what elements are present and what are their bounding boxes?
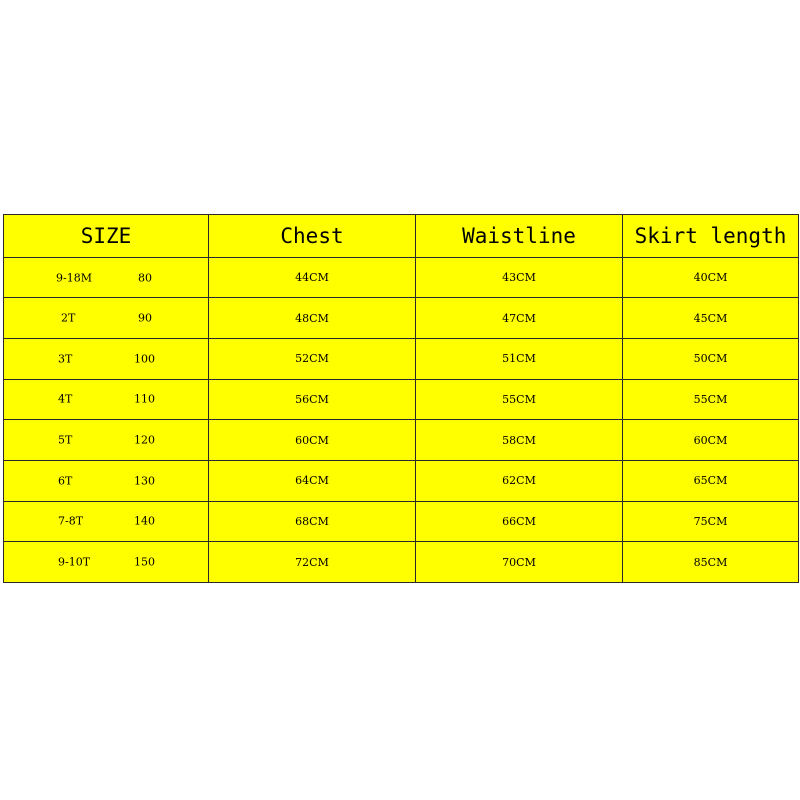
table-row: [4, 339, 799, 380]
skirt-value: 60CM: [623, 420, 799, 461]
size-label: 4T: [58, 392, 73, 406]
table-row: [4, 460, 799, 501]
chest-value: 60CM: [209, 420, 416, 461]
waist-value: 43CM: [416, 257, 623, 298]
skirt-value: 85CM: [623, 542, 799, 583]
waist-value: 51CM: [416, 339, 623, 380]
size-cell: [4, 460, 209, 501]
size-cell: [4, 420, 209, 461]
skirt-value: 65CM: [623, 460, 799, 501]
chest-value: 72CM: [209, 542, 416, 583]
size-label: 6T: [58, 474, 73, 488]
table-row: [4, 257, 799, 298]
height-value: 120: [134, 433, 155, 447]
size-chart-table: [3, 214, 799, 583]
skirt-value: 45CM: [623, 298, 799, 339]
header-chest: Chest: [209, 215, 416, 258]
chest-value: 64CM: [209, 460, 416, 501]
chest-value: 56CM: [209, 379, 416, 420]
skirt-value: 50CM: [623, 339, 799, 380]
skirt-value: 55CM: [623, 379, 799, 420]
height-value: 150: [134, 555, 155, 569]
chest-value: 68CM: [209, 501, 416, 542]
size-label: 9-18M: [56, 271, 92, 285]
size-cell: [4, 257, 209, 298]
waist-value: 55CM: [416, 379, 623, 420]
size-cell: [4, 501, 209, 542]
table-row: [4, 542, 799, 583]
table-row: [4, 420, 799, 461]
chest-value: 44CM: [209, 257, 416, 298]
header-row: [4, 215, 799, 258]
table-row: [4, 379, 799, 420]
size-cell: [4, 339, 209, 380]
waist-value: 70CM: [416, 542, 623, 583]
size-cell: [4, 298, 209, 339]
size-label: 9-10T: [58, 555, 91, 569]
size-label: 2T: [61, 311, 76, 325]
height-value: 140: [134, 514, 155, 528]
height-value: 80: [138, 271, 152, 285]
height-value: 110: [134, 392, 155, 406]
height-value: 100: [134, 352, 155, 366]
chest-value: 52CM: [209, 339, 416, 380]
waist-value: 62CM: [416, 460, 623, 501]
size-label: 7-8T: [58, 514, 84, 528]
waist-value: 47CM: [416, 298, 623, 339]
header-skirt-length: Skirt length: [623, 215, 799, 258]
size-cell: [4, 542, 209, 583]
waist-value: 66CM: [416, 501, 623, 542]
header-waistline: Waistline: [416, 215, 623, 258]
height-value: 90: [138, 311, 152, 325]
table-row: [4, 298, 799, 339]
waist-value: 58CM: [416, 420, 623, 461]
skirt-value: 40CM: [623, 257, 799, 298]
size-label: 5T: [58, 433, 73, 447]
size-label: 3T: [58, 352, 73, 366]
skirt-value: 75CM: [623, 501, 799, 542]
header-size: SIZE: [4, 215, 209, 258]
height-value: 130: [134, 474, 155, 488]
chest-value: 48CM: [209, 298, 416, 339]
table-row: [4, 501, 799, 542]
size-cell: [4, 379, 209, 420]
